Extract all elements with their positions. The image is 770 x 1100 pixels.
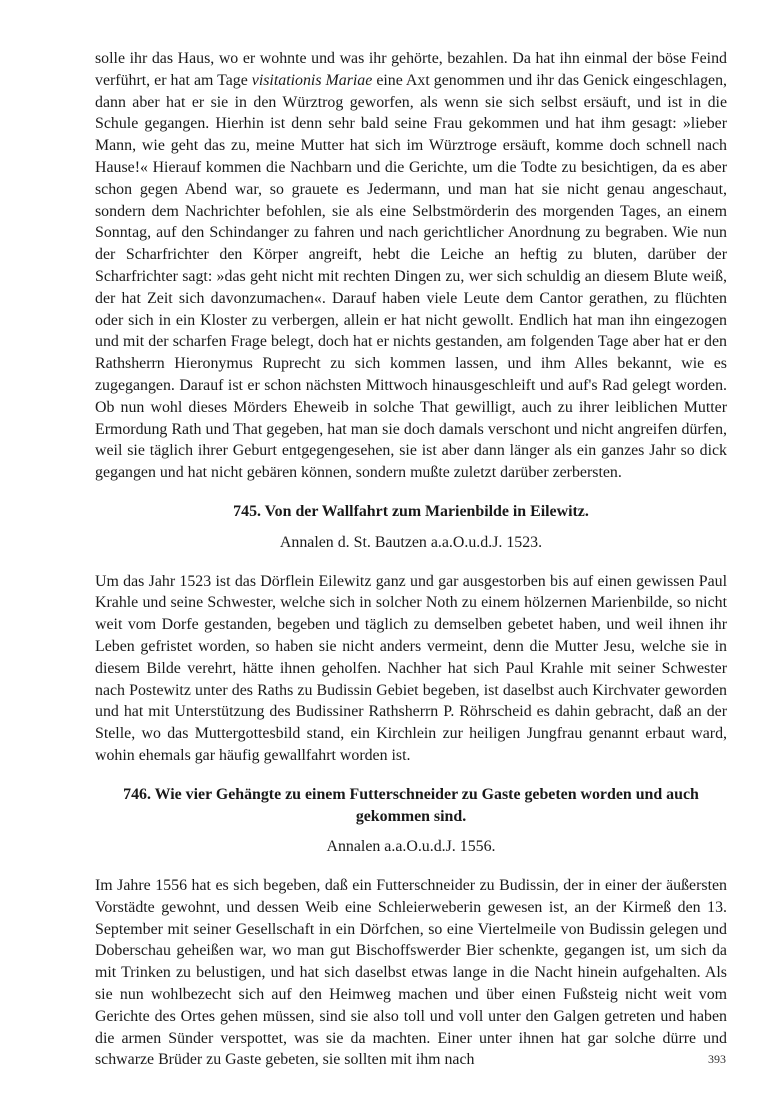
continuation-paragraph xyxy=(95,48,727,484)
page-content xyxy=(95,48,727,1071)
section-746-text: Im Jahre 1556 hat es sich begeben, daß ein Futterschneider zu Budissin, der in einer der äußersten Vorstädte gewohnt, und dessen Weib eine Schleierweberin gewesen ist, an der Kirmeß den 13. September mit seiner Gesellschaft in ein Dörfchen, so eine Viertelmeile von Budissin gelegen und Doberschau geheißen war, wo man gut Bischoffswerder Bier schenkte, gegangen ist, um sich da mit Trinken zu belustigen, und hat sich daselbst etwas lange in die Nacht hinein aufgehalten. Als sie nun wohlbezecht sich auf den Heimweg machen und über einen Fußsteig nicht weit vom Gerichte des Ortes gehen müssen, sind sie also toll und voll unter den Galgen getreten und haben die armen Sünder verspottet, was sie da machten. Einer unter ihnen hat gar solche dürre und schwarze Brüder zu Gaste gebeten, sie sollten mit ihm nach xyxy=(95,877,727,1069)
continuation-text-start: solle ihr das Haus, wo er wohnte und was ihr gehörte, bezahlen. Da hat ihn einmal der böse Feind verführt, er hat am Tage xyxy=(95,50,727,89)
page-number: 393 xyxy=(708,1052,726,1066)
continuation-italic-phrase: visitationis Mariae xyxy=(251,71,373,89)
section-746-title: 746. Wie vier Gehängte zu einem Futterschneider zu Gaste gebeten worden und auch gekommen sind. xyxy=(123,785,699,825)
section-746-source: Annalen a.a.O.u.d.J. 1556. xyxy=(326,838,496,856)
section-745-source: Annalen d. St. Bautzen a.a.O.u.d.J. 1523. xyxy=(279,533,543,551)
section-745-text: Um das Jahr 1523 ist das Dörflein Eilewitz ganz und gar ausgestorben bis auf einen gewissen Paul Krahle und seine Schwester, welche sich in solcher Noth zu einem hölzernen Marienbilde, so nicht weit vom Dorfe gestanden, begeben und täglich zu demselben gebetet haben, und weil ihnen ihr Leben gefristet worden, so haben sie nicht anders vermeint, denn die Mutter Jesu, welche sie in diesem Bilde verehrt, hätte ihnen geholfen. Nachher hat sich Paul Krahle mit seiner Schwester nach Postewitz unter des Raths zu Budissin Gebiet begeben, ist daselbst auch Kirchvater geworden und hat mit Unterstützung des Budissiner Rathsherrn P. Röhrscheid es dahin gebracht, daß an der Stelle, wo das Muttergottesbild stand, ein Kirchlein zur heiligen Jungfrau genannt erbaut ward, wohin ehemals gar häufig gewallfahrt worden ist. xyxy=(95,572,727,764)
continuation-text-end: eine Axt genommen und ihr das Genick eingeschlagen, dann aber hat er sie in den Würztrog geworfen, als wenn sie sich selbst ersäuft, und ist in die Schule gegangen. Hierhin ist denn sehr bald seine Frau gekommen und hat ihm gesagt: »lieber Mann, wie geht das zu, meine Mutter hat sich im Würztroge ersäuft, komme doch schnell nach Hause!« Hierauf kommen die Nachbarn und die Gerichte, um die Todte zu besichtigen, da es aber schon gegen Abend war, so grauete es Jedermann, und man hat sie nicht genau angeschaut, sondern dem Nachrichter befohlen, sie als eine Selbstmörderin des morgenden Tages, an einem Sonntag, auf den Schindanger zu fahren und nach gerichtlicher Anordnung zu begraben. Wie nun der Scharfrichter den Körper angreift, hebt die Leiche an heftig zu bluten, darüber der Scharfrichter sagt: »das geht nicht mit rechten Dingen zu, wer sich schuldig an diesem Blute weiß, der hat Zeit sich davonzumachen«. Darauf haben viele Leute dem Cantor gerathen, zu flüchten oder sich in ein Kloster zu verbergen, allein er hat nicht gewollt. Endlich hat man ihn eingezogen und mit der scharfen Frage belegt, doch hat er nichts gestanden, am folgenden Tage aber hat er den Rathsherrn Hieronymus Ruprecht zu sich kommen lassen, und ihm Alles bekannt, wie es zugegangen. Darauf ist er schon nächsten Mittwoch hinausgeschleift und auf's Rad gelegt worden. Ob nun wohl dieses Mörders Eheweib in solche That gewilligt, auch zu ihrer leiblichen Mutter Ermordung Rath und That gegeben, hat man sie doch damals verschont und nicht angreifen dürfen, weil sie täglich ihrer Geburt entgegengesehen, sie ist aber dann länger als ein ganzes Jahr so dick gegangen und hat nicht gebären können, sondern mußte zuletzt darüber zerbersten. xyxy=(95,71,728,482)
section-745-title: 745. Von der Wallfahrt zum Marienbilde in Eilewitz. xyxy=(233,502,589,520)
